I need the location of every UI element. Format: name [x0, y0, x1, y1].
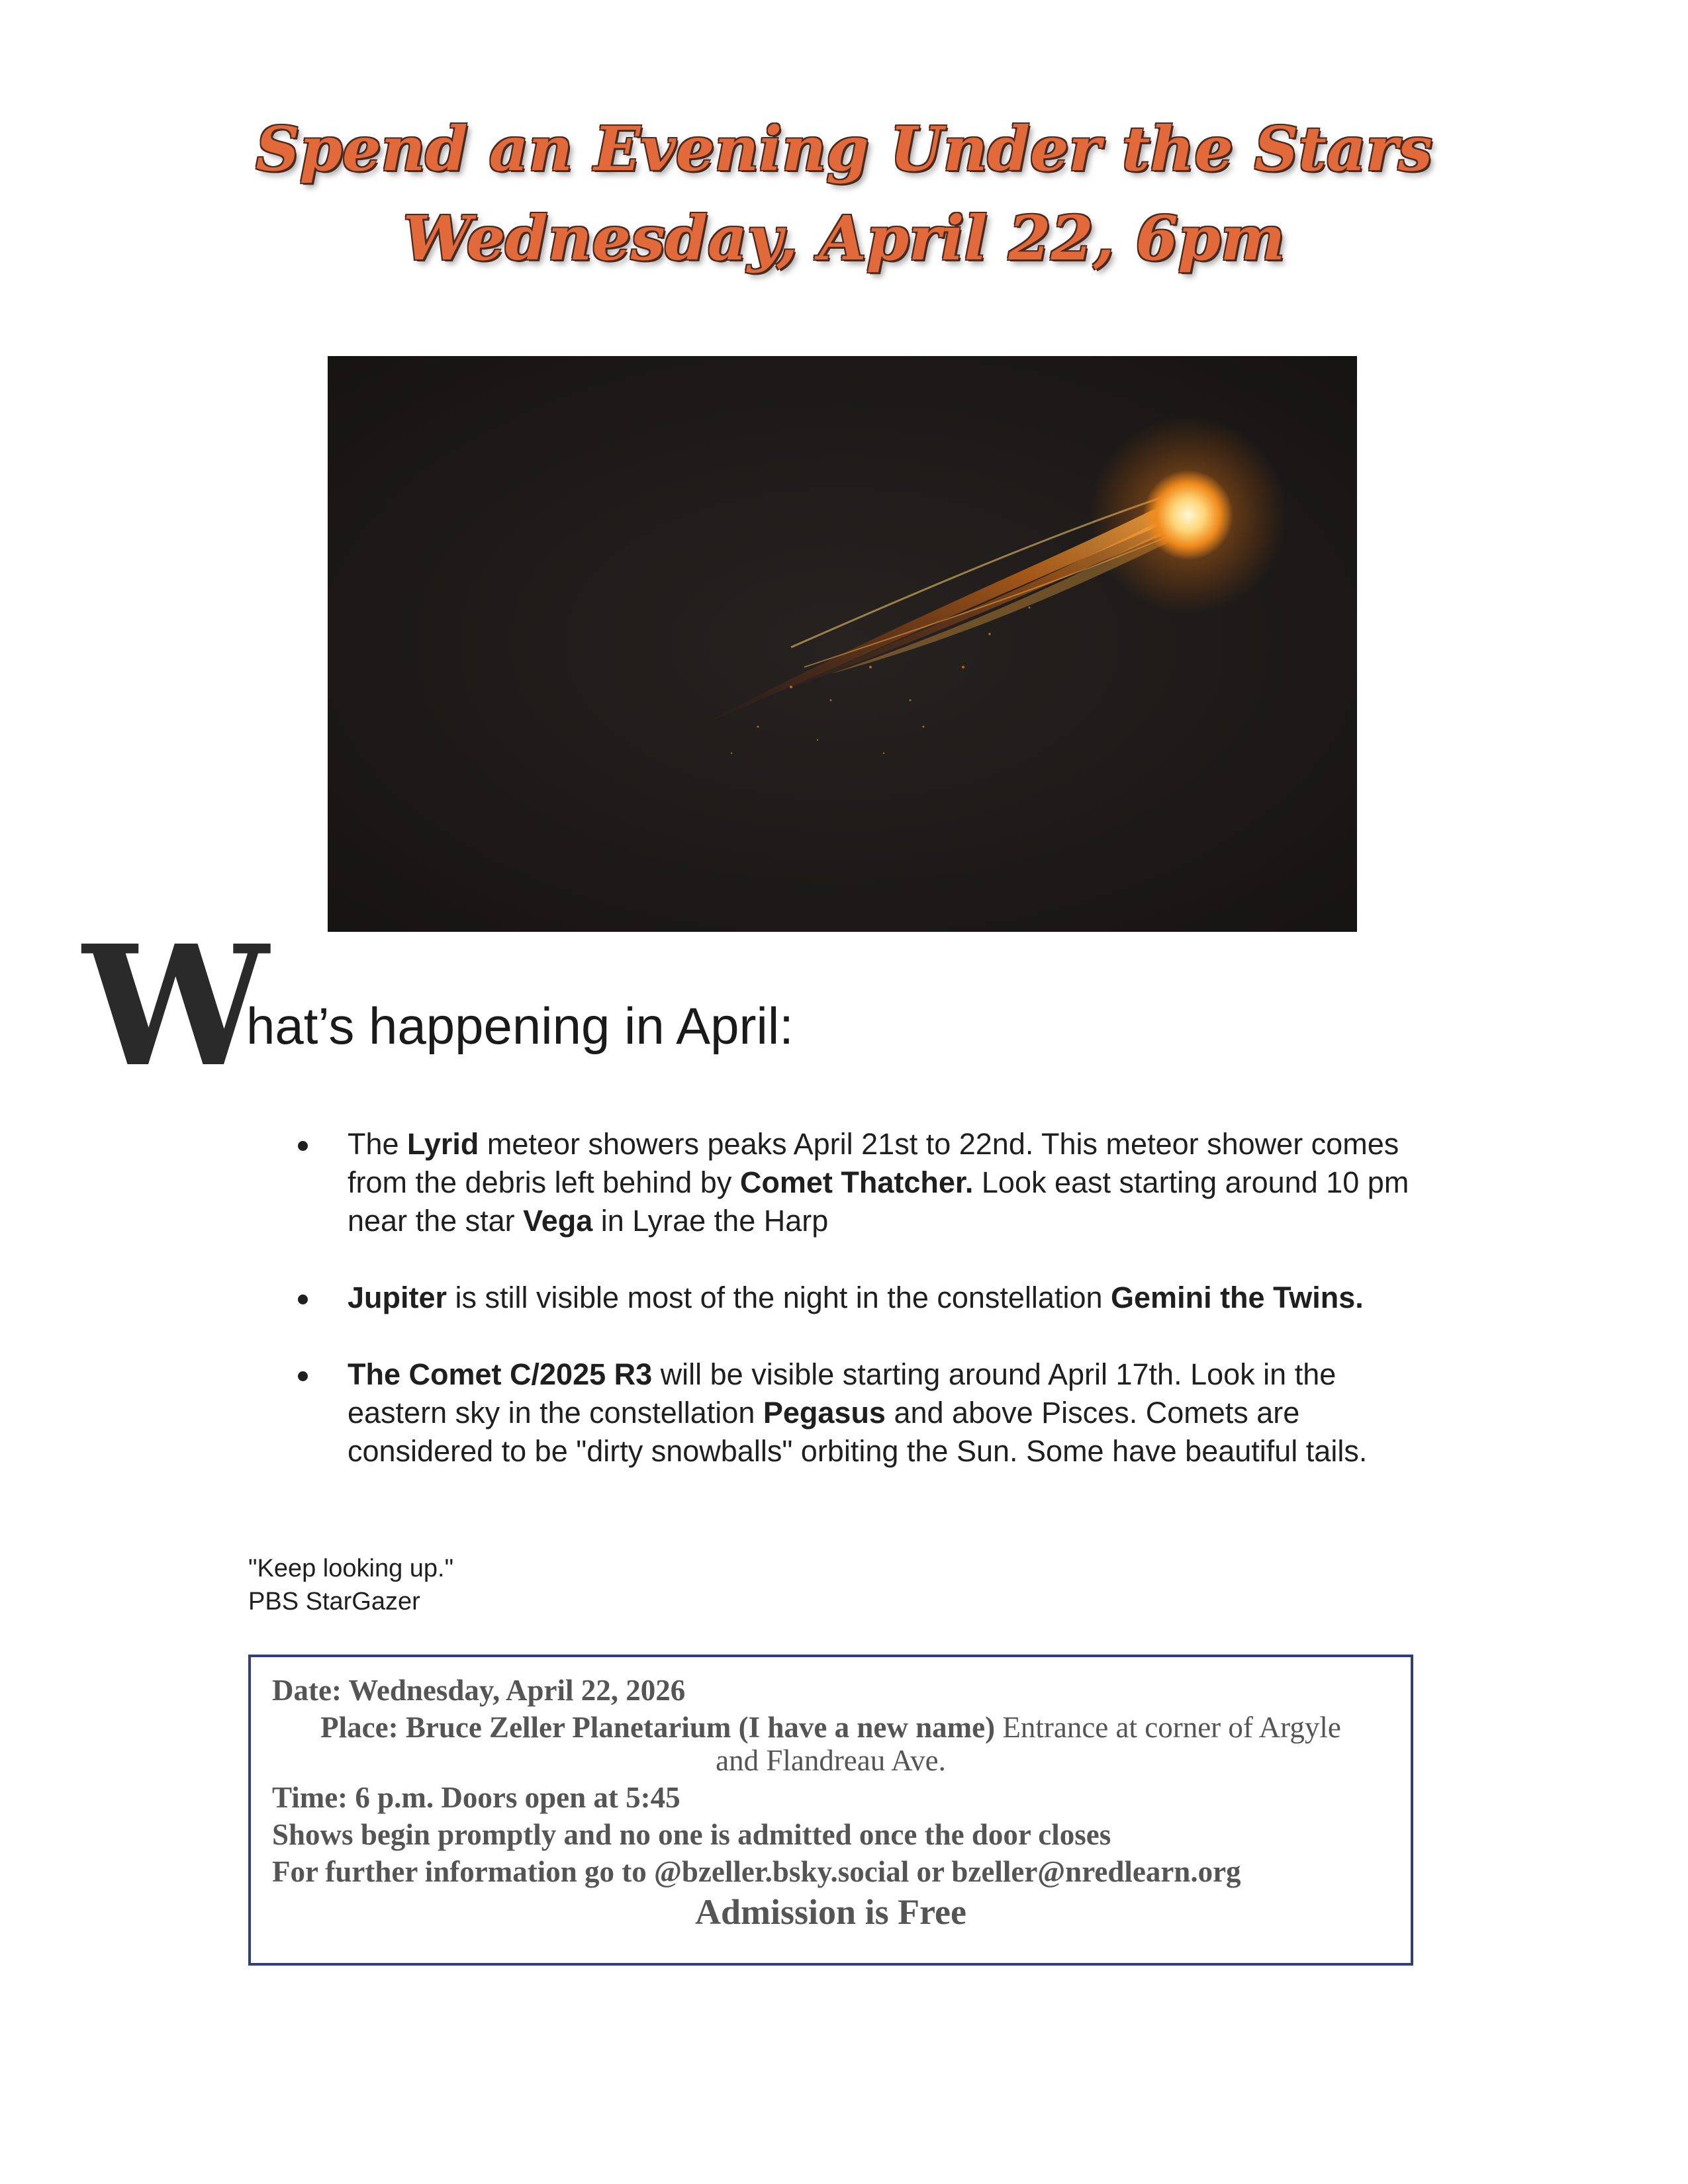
body-text: The: [348, 1127, 408, 1161]
list-item: [297, 1125, 1435, 1240]
flyer-date-title: Wednesday, April 22, 6pm: [402, 203, 1286, 274]
quote-author: PBS StarGazer: [248, 1588, 420, 1615]
section-heading: hat’s happening in April:: [246, 997, 794, 1055]
comet-icon: [328, 356, 1357, 932]
bullet-icon: [298, 1371, 308, 1381]
list-item-text: [348, 1281, 1364, 1314]
quote-block: [248, 1552, 453, 1618]
body-text: Look east starting around 10 pm near the star: [348, 1165, 1409, 1238]
event-place-name: Place: Bruce Zeller Planetarium (I have a new name): [320, 1711, 996, 1744]
list-item-text: [348, 1357, 1367, 1468]
highlight-text: Pegasus: [763, 1396, 886, 1430]
event-time: Time: 6 p.m. Doors open at 5:45: [272, 1781, 680, 1814]
highlight-text: Gemini the Twins.: [1111, 1281, 1364, 1314]
body-text: will be visible starting around April 17th. Look in the eastern sky in the constellation: [348, 1357, 1336, 1430]
event-date: Date: Wednesday, April 22, 2026: [272, 1674, 686, 1707]
list-item-text: [348, 1127, 1409, 1238]
body-text: in Lyrae the Harp: [592, 1204, 829, 1238]
drop-cap: W: [83, 909, 269, 1103]
event-list: [297, 1125, 1435, 1509]
highlight-text: Vega: [523, 1204, 593, 1238]
body-text: and above Pisces. Comets are considered to be "dirty snowballs" orbiting the Sun. Some have beautiful tails.: [348, 1396, 1368, 1468]
quote-text: "Keep looking up.": [248, 1555, 454, 1582]
event-contact: For further information go to @bzeller.bsky.social or bzeller@nredlearn.org: [272, 1855, 1241, 1888]
highlight-text: The Comet C/2025 R3: [348, 1357, 653, 1391]
list-item: [297, 1355, 1435, 1471]
event-place: [251, 1709, 1411, 1746]
admission-text: Admission is Free: [694, 1892, 966, 1932]
event-place-entrance: Entrance at corner of Argyle: [995, 1711, 1341, 1744]
highlight-text: Comet Thatcher.: [739, 1165, 974, 1199]
body-text: meteor showers peaks April 21st to 22nd. This meteor shower comes from the debris left behind by: [348, 1127, 1399, 1199]
flyer-title: Spend an Evening Under the Stars: [256, 113, 1432, 185]
comet-photo: [328, 356, 1357, 932]
event-rules: Shows begin promptly and no one is admitted once the door closes: [272, 1818, 1111, 1851]
highlight-text: Lyrid: [407, 1127, 479, 1161]
event-place-street: and Flandreau Ave.: [716, 1744, 946, 1777]
list-item: [297, 1279, 1435, 1317]
bullet-icon: [298, 1295, 308, 1304]
body-text: is still visible most of the night in the constellation: [447, 1281, 1111, 1314]
highlight-text: Jupiter: [348, 1281, 447, 1314]
bullet-icon: [298, 1141, 308, 1151]
event-info-box: [248, 1655, 1413, 1966]
